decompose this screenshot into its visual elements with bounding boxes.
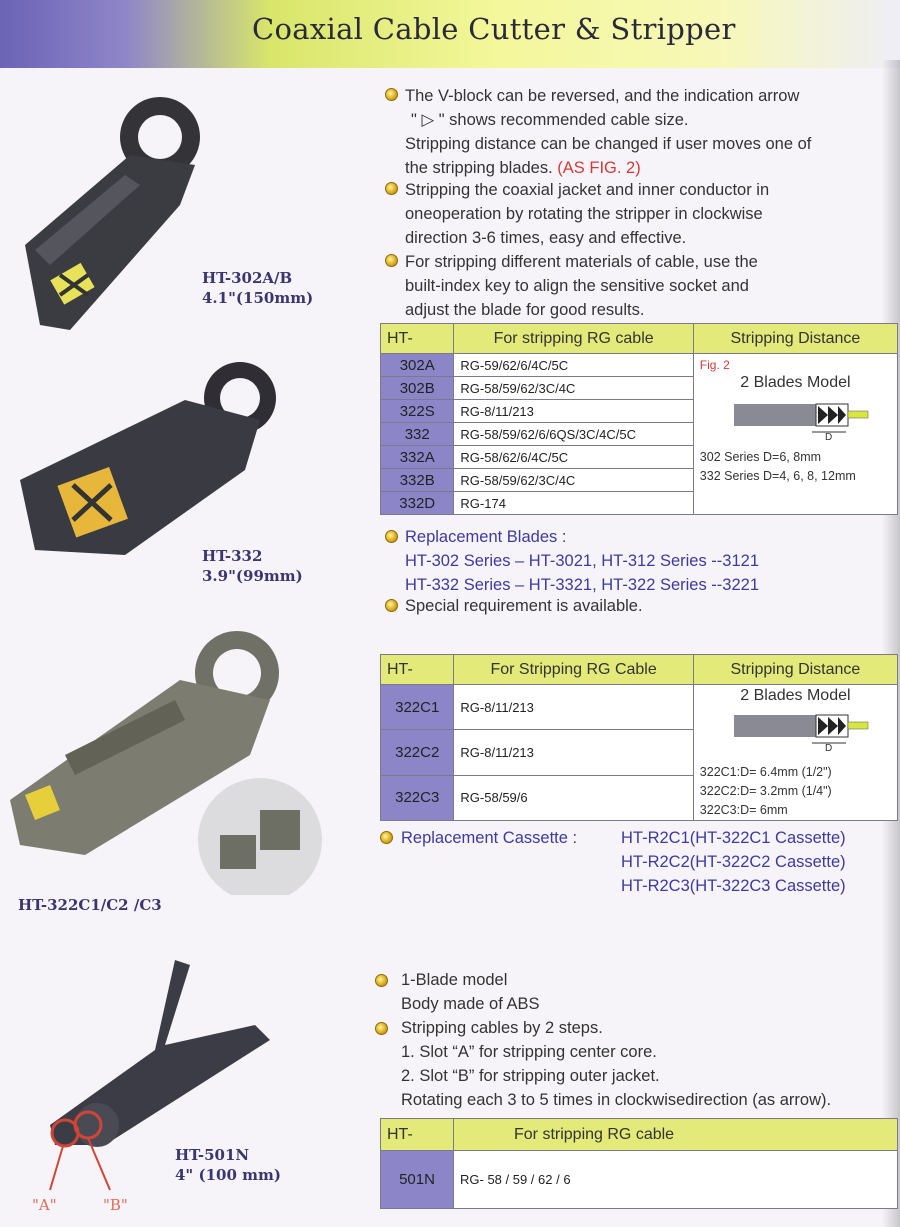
bullet-icon bbox=[375, 974, 388, 987]
bullet-v-block bbox=[405, 84, 811, 180]
distance-figure-cell bbox=[693, 354, 897, 515]
blade-diagram bbox=[704, 707, 884, 755]
bullet-materials bbox=[405, 250, 758, 322]
bullet-icon bbox=[385, 599, 398, 612]
replacement-cassette-list bbox=[621, 826, 846, 898]
replacement-blades bbox=[405, 525, 759, 597]
special-requirement: Special requirement is available. bbox=[405, 597, 643, 615]
cell-model: 332D bbox=[381, 492, 454, 515]
col-ht: HT- bbox=[381, 655, 454, 685]
table-header-row bbox=[381, 655, 898, 685]
bullet-icon bbox=[385, 88, 398, 101]
model-caption: 2 Blades Model bbox=[740, 374, 851, 391]
model-name: HT-332 bbox=[202, 547, 263, 565]
cell-cable: RG-58/59/6 bbox=[454, 775, 693, 820]
text-line: 1-Blade model bbox=[401, 971, 508, 989]
distance-note: 322C2:D= 3.2mm (1/4") bbox=[699, 784, 832, 798]
model-label-302 bbox=[202, 268, 313, 308]
model-name: HT-302A/B bbox=[202, 269, 293, 287]
fig-label: Fig. 2 bbox=[699, 358, 730, 372]
cell-cable: RG-58/62/6/4C/5C bbox=[454, 446, 693, 469]
cell-model: 332 bbox=[381, 423, 454, 446]
bullet-icon bbox=[385, 254, 398, 267]
stripper-322c-photo bbox=[5, 625, 335, 895]
text-line: For stripping different materials of cable, use the bbox=[405, 253, 758, 271]
text-line: HT-332 Series – HT-3321, HT-322 Series --3221 bbox=[405, 576, 760, 594]
col-ht: HT- bbox=[381, 1119, 454, 1151]
cell-cable: RG-174 bbox=[454, 492, 693, 515]
text-line: HT-302 Series – HT-3021, HT-312 Series --3121 bbox=[405, 552, 760, 570]
bullet-1-blade bbox=[401, 968, 540, 1016]
text-line: 1. Slot “A” for stripping center core. bbox=[401, 1043, 657, 1061]
col-cable: For stripping RG cable bbox=[454, 324, 693, 354]
model-size: 3.9"(99mm) bbox=[202, 567, 303, 585]
text-line: Stripping the coaxial jacket and inner conductor in bbox=[405, 181, 770, 199]
bullet-stripping-jacket bbox=[405, 178, 769, 250]
text-line: HT-R2C1(HT-322C1 Cassette) bbox=[621, 829, 846, 847]
cell-model: 501N bbox=[381, 1151, 454, 1209]
table-header-row bbox=[381, 1119, 898, 1151]
col-distance: Stripping Distance bbox=[693, 324, 897, 354]
slot-b-label: "B" bbox=[103, 1196, 128, 1214]
cell-cable: RG-59/62/6/4C/5C bbox=[454, 354, 693, 377]
text-line: the stripping blades. bbox=[405, 159, 553, 177]
text-line: Stripping cables by 2 steps. bbox=[401, 1019, 603, 1037]
cell-model: 302A bbox=[381, 354, 454, 377]
text-line: Rotating each 3 to 5 times in clockwisedirection (as arrow). bbox=[401, 1091, 832, 1109]
model-label-332 bbox=[202, 546, 303, 586]
col-distance: Stripping Distance bbox=[693, 655, 897, 685]
spec-table-322c bbox=[380, 654, 898, 821]
model-name: HT-501N bbox=[175, 1146, 250, 1164]
cell-cable: RG-58/59/62/6/6QS/3C/4C/5C bbox=[454, 423, 693, 446]
page-title: Coaxial Cable Cutter & Stripper bbox=[252, 12, 736, 46]
cell-model: 322C3 bbox=[381, 775, 454, 820]
bullet-icon bbox=[385, 182, 398, 195]
col-cable: For stripping RG cable bbox=[454, 1119, 898, 1151]
cell-model: 332A bbox=[381, 446, 454, 469]
distance-figure-cell bbox=[693, 685, 897, 821]
model-label-501n bbox=[175, 1145, 281, 1185]
text-line: 2. Slot “B” for stripping outer jacket. bbox=[401, 1067, 660, 1085]
model-name: HT-322C1/C2 /C3 bbox=[18, 896, 162, 914]
blade-diagram bbox=[704, 396, 884, 444]
text-line: Body made of ABS bbox=[401, 995, 540, 1013]
table-row bbox=[381, 685, 898, 730]
text-line: built-index key to align the sensitive socket and bbox=[405, 277, 749, 295]
cell-model: 302B bbox=[381, 377, 454, 400]
cell-model: 322C2 bbox=[381, 730, 454, 775]
cell-model: 332B bbox=[381, 469, 454, 492]
replacement-cassette-label: Replacement Cassette : bbox=[401, 829, 578, 847]
bullet-icon bbox=[380, 831, 393, 844]
table-row bbox=[381, 354, 898, 377]
distance-note: 322C1:D= 6.4mm (1/2") bbox=[699, 765, 832, 779]
text-line: HT-R2C2(HT-322C2 Cassette) bbox=[621, 853, 846, 871]
slot-a-label: "A" bbox=[32, 1196, 57, 1214]
spec-table-302-332 bbox=[380, 323, 898, 515]
text-line: direction 3-6 times, easy and effective. bbox=[405, 229, 687, 247]
d-label: D bbox=[824, 432, 833, 443]
distance-note: 332 Series D=4, 6, 8, 12mm bbox=[699, 469, 856, 483]
table-header-row bbox=[381, 324, 898, 354]
header-banner bbox=[0, 0, 900, 68]
model-label-322c bbox=[18, 895, 162, 915]
d-label: D bbox=[824, 743, 833, 754]
bullet-icon bbox=[385, 530, 398, 543]
col-ht: HT- bbox=[381, 324, 454, 354]
text-line: adjust the blade for good results. bbox=[405, 301, 645, 319]
distance-note: 302 Series D=6, 8mm bbox=[699, 450, 822, 464]
distance-note: 322C3:D= 6mm bbox=[699, 803, 788, 817]
bullet-2-steps bbox=[401, 1016, 831, 1112]
text-line: oneoperation by rotating the stripper in clockwise bbox=[405, 205, 763, 223]
text-line: The V-block can be reversed, and the indication arrow bbox=[405, 87, 800, 105]
cell-cable: RG-8/11/213 bbox=[454, 685, 693, 730]
cell-cable: RG-58/59/62/3C/4C bbox=[454, 377, 693, 400]
model-caption: 2 Blades Model bbox=[740, 687, 851, 704]
text-line: HT-R2C3(HT-322C3 Cassette) bbox=[621, 877, 846, 895]
stripper-332-photo bbox=[15, 360, 285, 560]
bullet-icon bbox=[375, 1022, 388, 1035]
cell-cable: RG-8/11/213 bbox=[454, 400, 693, 423]
fig-ref: (AS FIG. 2) bbox=[557, 159, 641, 177]
model-size: 4.1"(150mm) bbox=[202, 289, 314, 307]
cell-cable: RG-58/59/62/3C/4C bbox=[454, 469, 693, 492]
cell-cable: RG-8/11/213 bbox=[454, 730, 693, 775]
spec-table-501n bbox=[380, 1118, 898, 1209]
page-edge-shadow bbox=[882, 60, 900, 1227]
stripper-302-photo bbox=[10, 95, 210, 335]
text-line: Replacement Blades : bbox=[405, 528, 567, 546]
text-line: Stripping distance can be changed if user moves one of bbox=[405, 135, 812, 153]
cell-model: 322S bbox=[381, 400, 454, 423]
cell-cable: RG- 58 / 59 / 62 / 6 bbox=[454, 1151, 898, 1209]
col-cable: For Stripping RG Cable bbox=[454, 655, 693, 685]
table-row bbox=[381, 1151, 898, 1209]
model-size: 4" (100 mm) bbox=[175, 1166, 281, 1184]
cell-model: 322C1 bbox=[381, 685, 454, 730]
text-line: " ▷ " shows recommended cable size. bbox=[411, 111, 689, 129]
